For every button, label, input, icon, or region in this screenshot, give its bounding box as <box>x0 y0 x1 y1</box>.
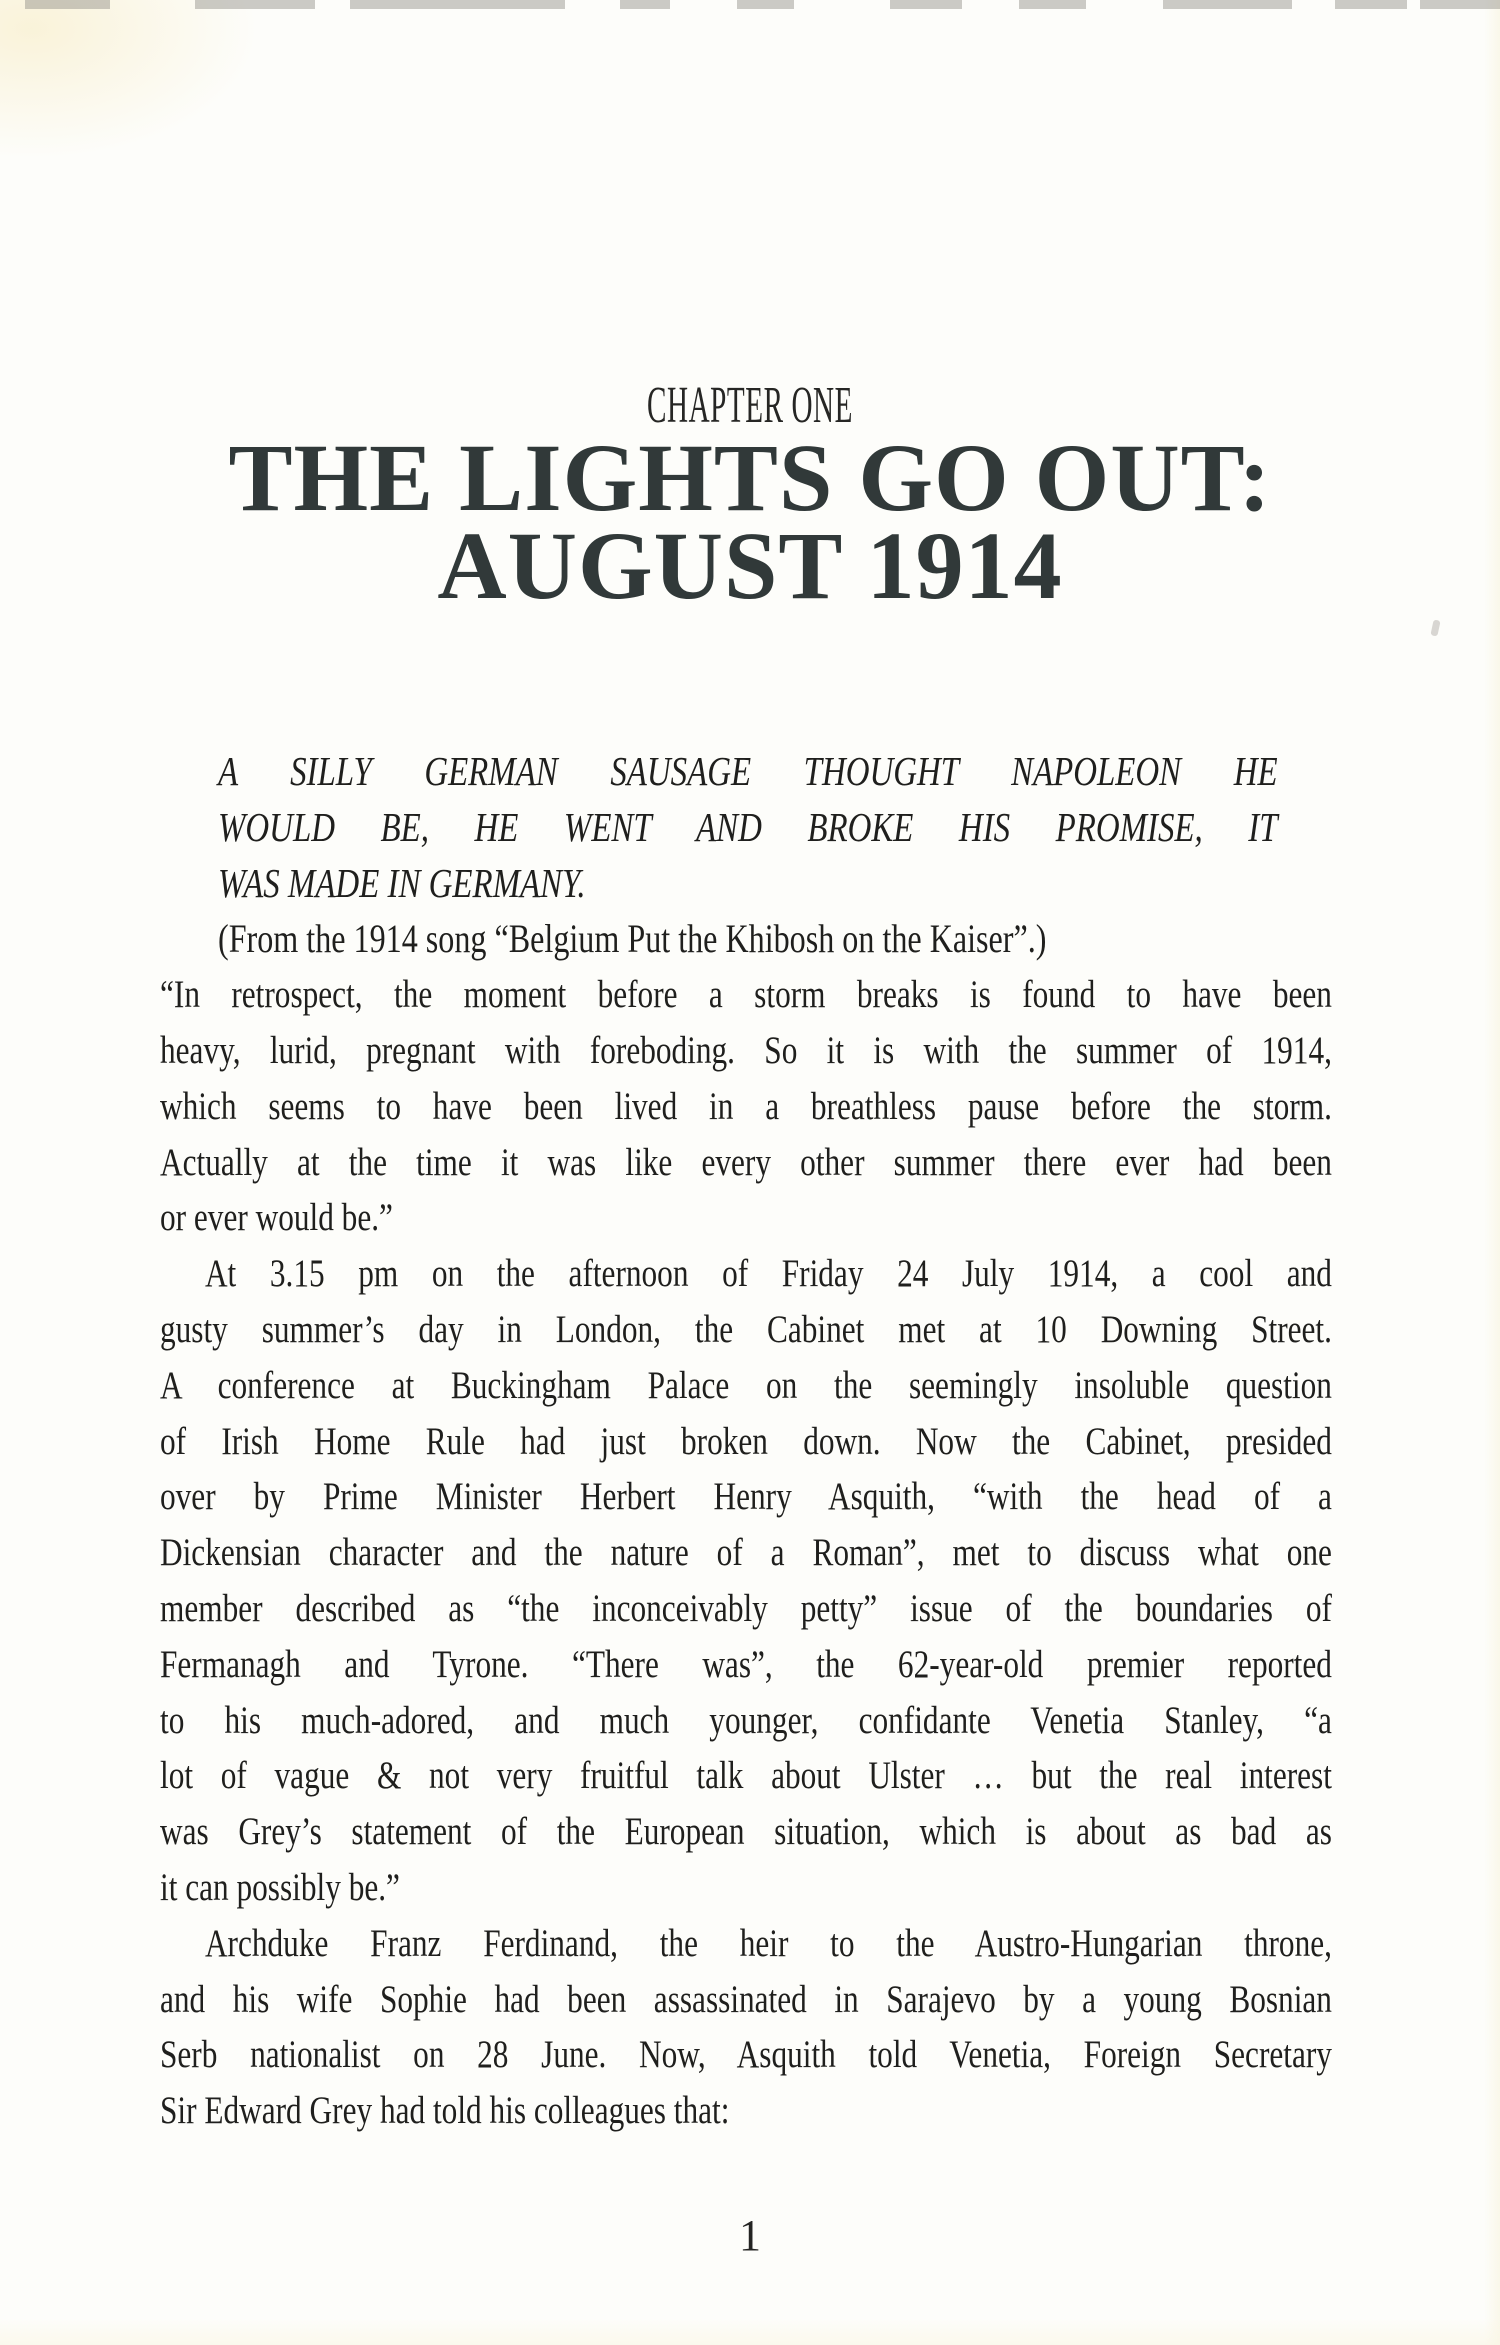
body-line <box>160 967 1332 1023</box>
body-line-text: lot of vague & not very fruitful talk about Ulster … but the real interest <box>160 1754 1332 1798</box>
body-line-text: Archduke Franz Ferdinand, the heir to the Austro-Hungarian throne, <box>204 1921 1332 1965</box>
scan-mark <box>620 0 670 9</box>
epigraph-attribution: (From the 1914 song “Belgium Put the Khibosh on the Kaiser”.) <box>218 916 1047 962</box>
epigraph-attribution-line <box>218 911 1332 967</box>
scan-mark <box>1335 0 1407 9</box>
epigraph-line <box>218 856 1332 912</box>
body-line <box>160 1469 1332 1525</box>
body-line-text: Actually at the time it was like every other summer there ever had been <box>160 1140 1332 1184</box>
body-line-text: Fermanagh and Tyrone. “There was”, the 62-year-old premier reported <box>160 1642 1332 1686</box>
epigraph-line <box>218 744 1332 800</box>
epigraph-text: WOULD BE, HE WENT AND BROKE HIS PROMISE, IT <box>218 803 1278 850</box>
body-line <box>160 1525 1332 1581</box>
body-line <box>160 1748 1332 1804</box>
body-line <box>160 1190 1332 1246</box>
scan-mark <box>737 0 794 9</box>
body-line-text: was Grey’s statement of the European situation, which is about as bad as <box>160 1810 1332 1854</box>
body-line <box>160 1135 1332 1191</box>
body-line-text: which seems to have been lived in a breathless pause before the storm. <box>160 1084 1332 1128</box>
body-line-text: over by Prime Minister Herbert Henry Asquith, “with the head of a <box>160 1475 1332 1519</box>
chapter-title-line-1: THE LIGHTS GO OUT: <box>228 424 1272 531</box>
scan-mark <box>1019 0 1086 9</box>
body-line <box>160 1414 1332 1470</box>
body-line <box>160 1302 1332 1358</box>
body-line-text: of Irish Home Rule had just broken down. Now the Cabinet, presided <box>160 1419 1332 1463</box>
paper-tint-bottom <box>0 2319 1500 2345</box>
epigraph-text: A SILLY GERMAN SAUSAGE THOUGHT NAPOLEON HE <box>218 748 1278 794</box>
body-line <box>160 1860 1332 1916</box>
body-line-text: member described as “the inconceivably petty” issue of the boundaries of <box>160 1586 1332 1630</box>
body-line <box>160 1972 1332 2028</box>
chapter-label: CHAPTER ONE <box>647 377 853 434</box>
body-line-text: Dickensian character and the nature of a Roman”, met to discuss what one <box>160 1531 1332 1575</box>
body-line <box>160 1693 1332 1749</box>
scan-mark <box>1420 0 1500 9</box>
body-line-text: to his much-adored, and much younger, confidante Venetia Stanley, “a <box>160 1698 1332 1742</box>
scan-mark <box>350 0 565 9</box>
body-line <box>160 1246 1332 1302</box>
body-line-text: it can possibly be.” <box>160 1865 400 1909</box>
body-line-text: A conference at Buckingham Palace on the seemingly insoluble question <box>160 1363 1332 1407</box>
scan-mark <box>890 0 962 9</box>
paper-tint-right <box>1484 0 1500 2345</box>
page-body <box>160 744 1332 2139</box>
body-line <box>160 1804 1332 1860</box>
paragraphs <box>160 967 1332 2139</box>
body-line <box>160 1581 1332 1637</box>
body-line <box>160 1637 1332 1693</box>
scan-mark <box>195 0 315 9</box>
chapter-title <box>0 424 1500 619</box>
body-line-text: gusty summer’s day in London, the Cabinet met at 10 Downing Street. <box>160 1307 1332 1351</box>
chapter-title-line-2: AUGUST 1914 <box>437 512 1063 619</box>
scan-mark <box>25 0 110 9</box>
paper-tint-topleft <box>0 0 260 160</box>
body-line <box>160 1079 1332 1135</box>
body-line <box>160 1023 1332 1079</box>
body-line-text: At 3.15 pm on the afternoon of Friday 24 July 1914, a cool and <box>204 1252 1332 1296</box>
body-line-text: heavy, lurid, pregnant with foreboding. So it is with the summer of 1914, <box>160 1028 1332 1072</box>
body-line-text: “In retrospect, the moment before a storm breaks is found to have been <box>160 973 1332 1017</box>
body-line <box>160 1916 1332 1972</box>
page-number: 1 <box>739 2211 761 2260</box>
body-line <box>160 2083 1332 2139</box>
body-line-text: and his wife Sophie had been assassinated in Sarajevo by a young Bosnian <box>160 1977 1332 2021</box>
epigraph <box>218 744 1332 967</box>
epigraph-text: WAS MADE IN GERMANY. <box>218 859 586 906</box>
body-line-text: Serb nationalist on 28 June. Now, Asquith told Venetia, Foreign Secretary <box>160 2033 1332 2077</box>
body-line <box>160 2027 1332 2083</box>
scan-speck <box>1430 619 1440 636</box>
body-line <box>160 1358 1332 1414</box>
scan-mark <box>1163 0 1292 9</box>
body-line-text: Sir Edward Grey had told his colleagues that: <box>160 2089 730 2133</box>
body-line-text: or ever would be.” <box>160 1196 393 1240</box>
epigraph-line <box>218 800 1332 856</box>
